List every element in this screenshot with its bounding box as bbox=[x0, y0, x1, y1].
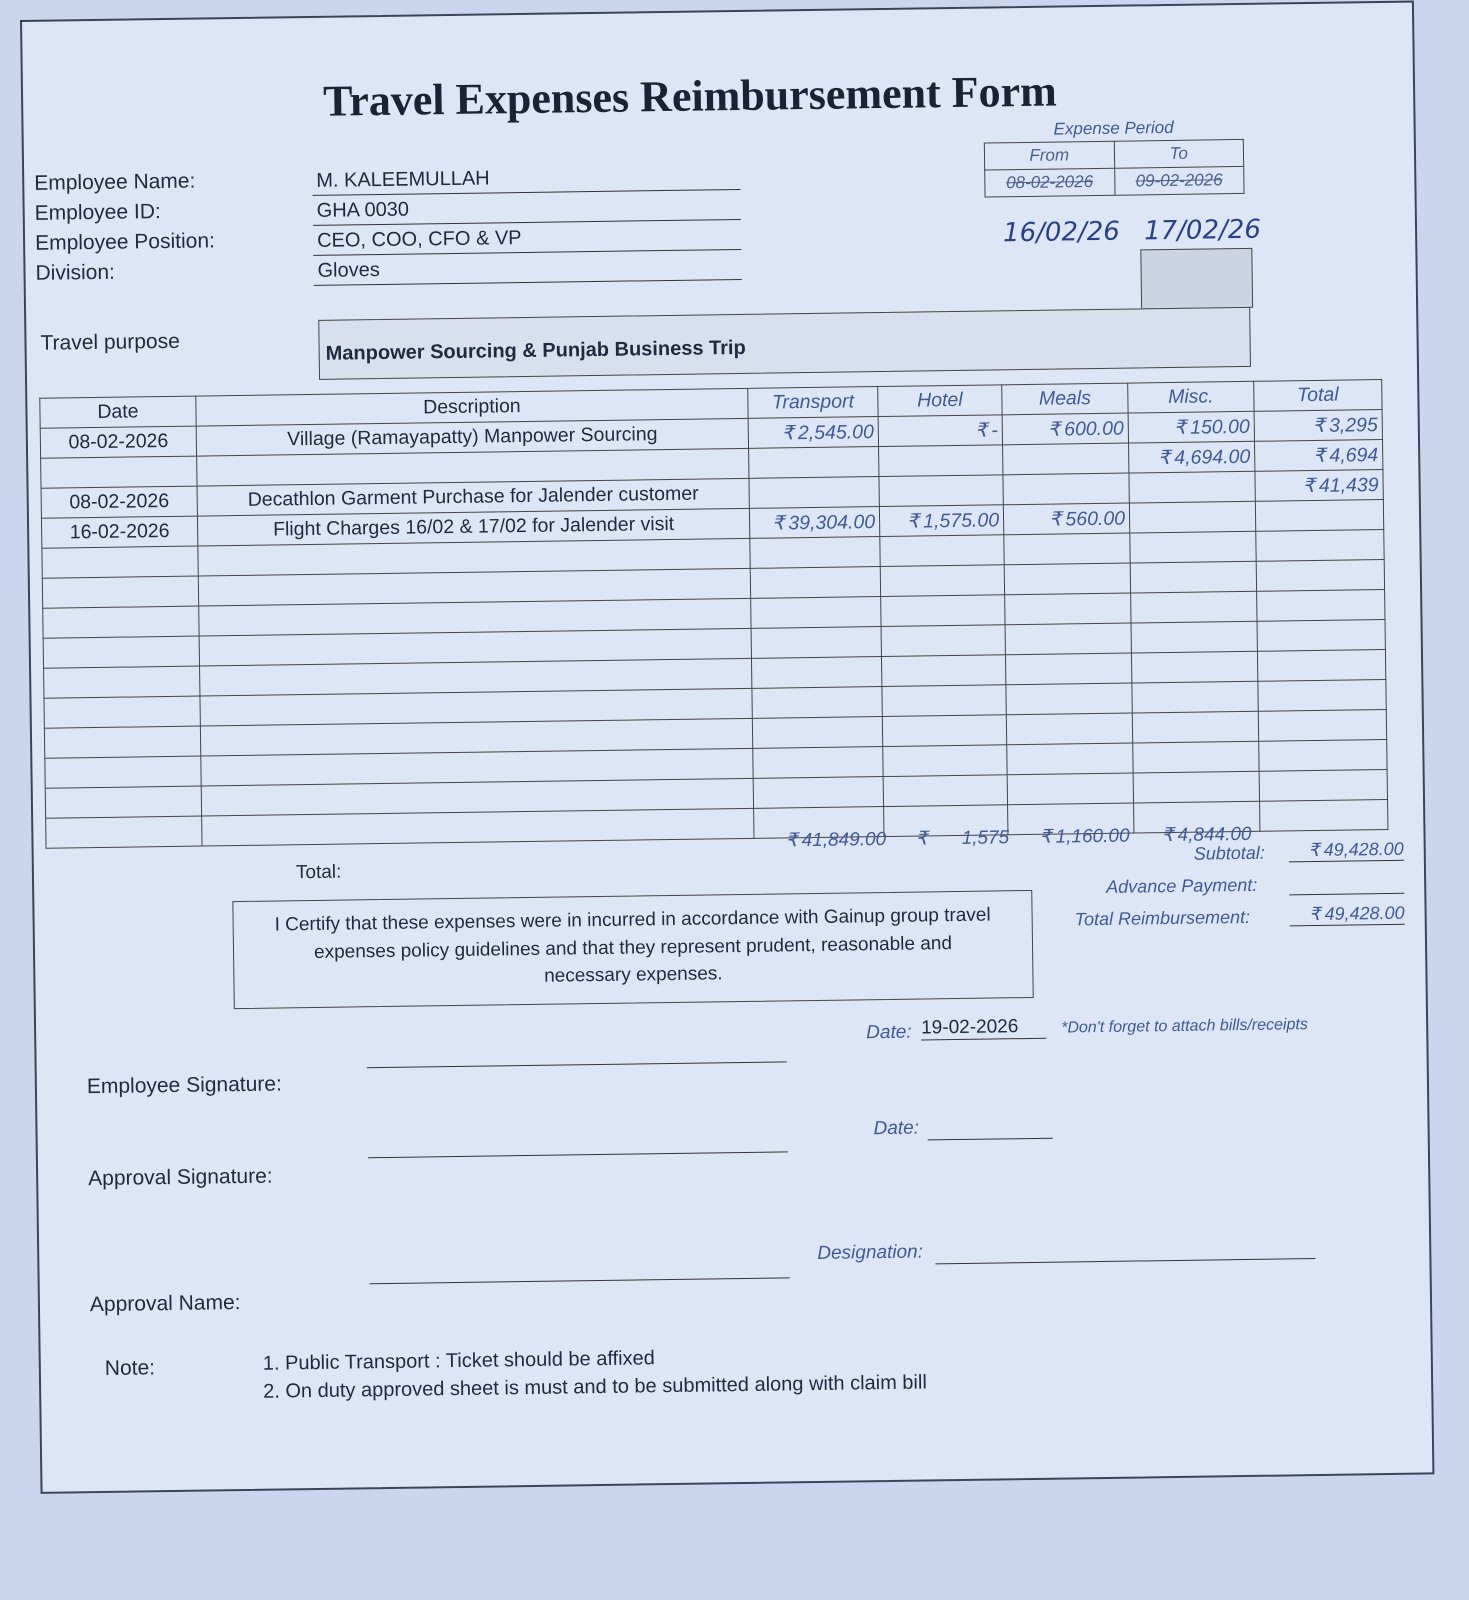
approval-signature-line[interactable] bbox=[368, 1151, 788, 1158]
empty-cell[interactable] bbox=[882, 685, 1006, 717]
rupee-icon: ₹ bbox=[906, 509, 920, 533]
total-header: Total bbox=[1254, 380, 1382, 412]
empty-cell[interactable] bbox=[751, 597, 881, 629]
empty-cell[interactable] bbox=[753, 777, 883, 809]
empty-cell[interactable] bbox=[1257, 620, 1385, 652]
row-meals[interactable] bbox=[1003, 443, 1129, 475]
row-hotel[interactable] bbox=[879, 445, 1003, 477]
row-date[interactable]: 08-02-2026 bbox=[41, 486, 197, 518]
approval-signature-label: Approval Signature: bbox=[88, 1164, 273, 1191]
employee-position-label: Employee Position: bbox=[34, 229, 216, 255]
totals-label: Total: bbox=[295, 861, 342, 884]
empty-cell[interactable] bbox=[202, 808, 754, 846]
empty-cell[interactable] bbox=[751, 657, 881, 689]
empty-cell[interactable] bbox=[750, 567, 880, 599]
empty-cell[interactable] bbox=[881, 625, 1005, 657]
approval-name-line[interactable] bbox=[370, 1277, 790, 1284]
employee-id-field[interactable]: GHA 0030 bbox=[313, 194, 741, 226]
meals-header: Meals bbox=[1002, 383, 1128, 415]
row-misc[interactable] bbox=[1129, 501, 1255, 533]
approval-date-label: Date: bbox=[873, 1117, 920, 1140]
row-transport[interactable] bbox=[749, 477, 879, 509]
rupee-icon: ₹ bbox=[781, 421, 795, 444]
row-total[interactable]: ₹ 41,439 bbox=[1255, 470, 1383, 502]
empty-cell[interactable] bbox=[752, 717, 882, 749]
empty-cell[interactable] bbox=[753, 747, 883, 779]
empty-cell[interactable] bbox=[882, 715, 1006, 747]
empty-cell[interactable] bbox=[44, 666, 200, 698]
division-label: Division: bbox=[35, 260, 116, 285]
empty-cell[interactable] bbox=[1131, 621, 1257, 653]
empty-cell[interactable] bbox=[43, 606, 199, 638]
row-meals[interactable]: ₹ 560.00 bbox=[1003, 503, 1129, 535]
transport-header: Transport bbox=[748, 387, 878, 419]
expense-period-label: Expense Period bbox=[1053, 117, 1174, 139]
rupee-icon: ₹ bbox=[1312, 444, 1326, 467]
empty-cell[interactable] bbox=[1007, 743, 1133, 775]
certification-box bbox=[232, 890, 1033, 1009]
empty-cell[interactable] bbox=[42, 576, 198, 608]
employee-date-field[interactable]: 19-02-2026 bbox=[921, 1016, 1046, 1041]
empty-cell[interactable] bbox=[881, 655, 1005, 687]
employee-position-field[interactable]: CEO, COO, CFO & VP bbox=[313, 224, 741, 256]
attach-reminder: *Don't forget to attach bills/receipts bbox=[1061, 1016, 1309, 1037]
empty-cell[interactable] bbox=[1006, 713, 1132, 745]
row-hotel[interactable]: ₹ 1,575.00 bbox=[879, 505, 1003, 537]
empty-cell[interactable] bbox=[1259, 739, 1387, 771]
empty-cell[interactable] bbox=[1260, 799, 1388, 831]
empty-cell[interactable] bbox=[1007, 773, 1133, 805]
rupee-icon: ₹ bbox=[1047, 418, 1061, 441]
designation-label: Designation: bbox=[817, 1241, 924, 1264]
period-from-handwritten: 16/02/26 bbox=[1002, 216, 1121, 249]
empty-cell[interactable] bbox=[42, 546, 198, 578]
empty-cell[interactable] bbox=[1130, 531, 1256, 563]
period-handwritten bbox=[1003, 215, 1261, 249]
travel-purpose-label: Travel purpose bbox=[40, 329, 180, 355]
empty-cell[interactable] bbox=[1256, 560, 1384, 592]
empty-cell[interactable] bbox=[883, 745, 1007, 777]
travel-purpose-value: Manpower Sourcing & Punjab Business Trip bbox=[325, 336, 746, 365]
row-description[interactable]: Decathlon Garment Purchase for Jalender customer bbox=[197, 478, 749, 516]
employee-id-label: Employee ID: bbox=[34, 200, 161, 225]
empty-cell[interactable] bbox=[881, 595, 1005, 627]
empty-cell[interactable] bbox=[883, 775, 1007, 807]
date-header: Date bbox=[40, 396, 196, 428]
row-total[interactable] bbox=[1255, 500, 1383, 532]
empty-cell[interactable] bbox=[45, 786, 201, 818]
row-hotel[interactable]: ₹ - bbox=[878, 415, 1002, 447]
row-total[interactable]: ₹ 4,694 bbox=[1255, 440, 1383, 472]
empty-cell[interactable] bbox=[1130, 561, 1256, 593]
empty-cell[interactable] bbox=[1256, 530, 1384, 562]
rupee-icon: ₹ bbox=[974, 419, 988, 442]
rupee-icon: ₹ bbox=[1048, 508, 1062, 531]
period-to-printed[interactable]: 09-02-2026 bbox=[1114, 166, 1244, 195]
empty-cell[interactable] bbox=[1258, 679, 1386, 711]
note-item-1: 1. Public Transport : Ticket should be affixed bbox=[262, 1347, 655, 1375]
empty-cell[interactable] bbox=[1006, 683, 1132, 715]
period-to-handwritten: 17/02/26 bbox=[1143, 214, 1262, 247]
empty-cell[interactable] bbox=[752, 687, 882, 719]
empty-cell[interactable] bbox=[1133, 771, 1259, 803]
empty-cell[interactable] bbox=[1131, 651, 1257, 683]
employee-date-label: Date: bbox=[866, 1021, 912, 1044]
misc-header: Misc. bbox=[1128, 381, 1254, 413]
employee-name-field[interactable]: M. KALEEMULLAH bbox=[312, 164, 740, 196]
hotel-total: ₹ 1,575 bbox=[915, 827, 1010, 850]
empty-cell[interactable] bbox=[44, 696, 200, 728]
empty-cell[interactable] bbox=[1132, 681, 1258, 713]
subtotal-value[interactable]: ₹ 49,428.00 bbox=[1289, 839, 1404, 863]
row-total[interactable]: ₹ 3,295 bbox=[1254, 410, 1382, 442]
total-reimbursement-label: Total Reimbursement: bbox=[1074, 906, 1251, 930]
empty-cell[interactable] bbox=[1004, 533, 1130, 565]
period-from-printed[interactable]: 08-02-2026 bbox=[985, 168, 1115, 197]
employee-signature-label: Employee Signature: bbox=[86, 1072, 282, 1099]
row-misc[interactable]: ₹ 4,694.00 bbox=[1129, 441, 1255, 473]
period-to-header: To bbox=[1114, 139, 1244, 168]
empty-cell[interactable] bbox=[880, 565, 1004, 597]
empty-cell[interactable] bbox=[1133, 741, 1259, 773]
empty-cell[interactable] bbox=[750, 537, 880, 569]
empty-cell[interactable] bbox=[45, 756, 201, 788]
row-date[interactable] bbox=[41, 456, 197, 488]
row-hotel[interactable] bbox=[879, 475, 1003, 507]
division-field[interactable]: Gloves bbox=[313, 254, 741, 286]
row-meals[interactable]: ₹ 600.00 bbox=[1002, 413, 1128, 445]
empty-cell[interactable] bbox=[1258, 709, 1386, 741]
form-title: Travel Expenses Reimbursement Form bbox=[322, 66, 1058, 126]
empty-cell[interactable] bbox=[1005, 593, 1131, 625]
note-item-2: 2. On duty approved sheet is must and to be submitted along with claim bill bbox=[263, 1371, 927, 1403]
empty-cell[interactable] bbox=[1259, 769, 1387, 801]
empty-cell[interactable] bbox=[880, 535, 1004, 567]
rupee-icon: ₹ bbox=[1312, 414, 1326, 437]
rupee-icon: ₹ bbox=[1302, 474, 1316, 497]
employee-signature-line[interactable] bbox=[367, 1061, 787, 1068]
row-date[interactable]: 08-02-2026 bbox=[40, 426, 196, 458]
row-transport[interactable]: ₹ 39,304.00 bbox=[749, 507, 879, 539]
row-description[interactable]: Flight Charges 16/02 & 17/02 for Jalender visit bbox=[197, 508, 749, 546]
empty-cell[interactable] bbox=[1005, 623, 1131, 655]
subtotal-label: Subtotal: bbox=[1193, 842, 1265, 864]
rupee-icon: ₹ bbox=[1173, 416, 1187, 439]
note-label: Note: bbox=[104, 1356, 156, 1380]
row-transport[interactable]: ₹ 2,545.00 bbox=[748, 417, 878, 449]
shaded-box bbox=[1140, 248, 1253, 310]
empty-cell[interactable] bbox=[46, 816, 202, 848]
row-transport[interactable] bbox=[749, 447, 879, 479]
empty-cell[interactable] bbox=[1257, 590, 1385, 622]
rupee-icon: ₹ bbox=[771, 511, 785, 535]
certification-line-2: expenses policy guidelines and that they represent prudent, reasonable and bbox=[313, 932, 953, 963]
meals-total: ₹ 1,160.00 bbox=[1039, 825, 1130, 848]
empty-cell[interactable] bbox=[1131, 591, 1257, 623]
empty-cell[interactable] bbox=[1005, 653, 1131, 685]
designation-field[interactable] bbox=[935, 1236, 1315, 1264]
empty-cell[interactable] bbox=[1132, 711, 1258, 743]
total-reimbursement-value[interactable]: ₹ 49,428.00 bbox=[1289, 903, 1404, 927]
hotel-header: Hotel bbox=[878, 385, 1002, 417]
row-meals[interactable] bbox=[1003, 473, 1129, 505]
certification-line-1: I Certify that these expenses were in incurred in accordance with Gainup group travel bbox=[274, 904, 991, 936]
certification-line-3: necessary expenses. bbox=[544, 963, 723, 987]
advance-payment-label: Advance Payment: bbox=[1106, 874, 1258, 897]
employee-name-label: Employee Name: bbox=[34, 169, 196, 195]
empty-cell[interactable] bbox=[1004, 563, 1130, 595]
approval-name-label: Approval Name: bbox=[89, 1291, 241, 1317]
approval-date-field[interactable] bbox=[927, 1116, 1052, 1141]
period-from-header: From bbox=[984, 141, 1114, 170]
transport-total: ₹ 41,849.00 bbox=[785, 828, 887, 852]
empty-cell[interactable] bbox=[1257, 649, 1385, 681]
expense-table bbox=[39, 379, 1388, 849]
empty-cell[interactable] bbox=[43, 636, 199, 668]
reimbursement-form bbox=[20, 1, 1434, 1494]
row-date[interactable]: 16-02-2026 bbox=[41, 516, 197, 548]
row-description[interactable]: Village (Ramayapatty) Manpower Sourcing bbox=[196, 418, 748, 456]
advance-payment-value[interactable] bbox=[1289, 871, 1404, 896]
rupee-icon: ₹ bbox=[1157, 446, 1171, 469]
misc-total: ₹ 4,844.00 bbox=[1161, 823, 1252, 847]
row-misc[interactable]: ₹ 150.00 bbox=[1128, 411, 1254, 443]
expense-period bbox=[983, 117, 1244, 198]
empty-cell[interactable] bbox=[44, 726, 200, 758]
description-header: Description bbox=[196, 388, 748, 426]
travel-purpose-box[interactable] bbox=[318, 307, 1251, 380]
row-misc[interactable] bbox=[1129, 471, 1255, 503]
empty-cell[interactable] bbox=[751, 627, 881, 659]
